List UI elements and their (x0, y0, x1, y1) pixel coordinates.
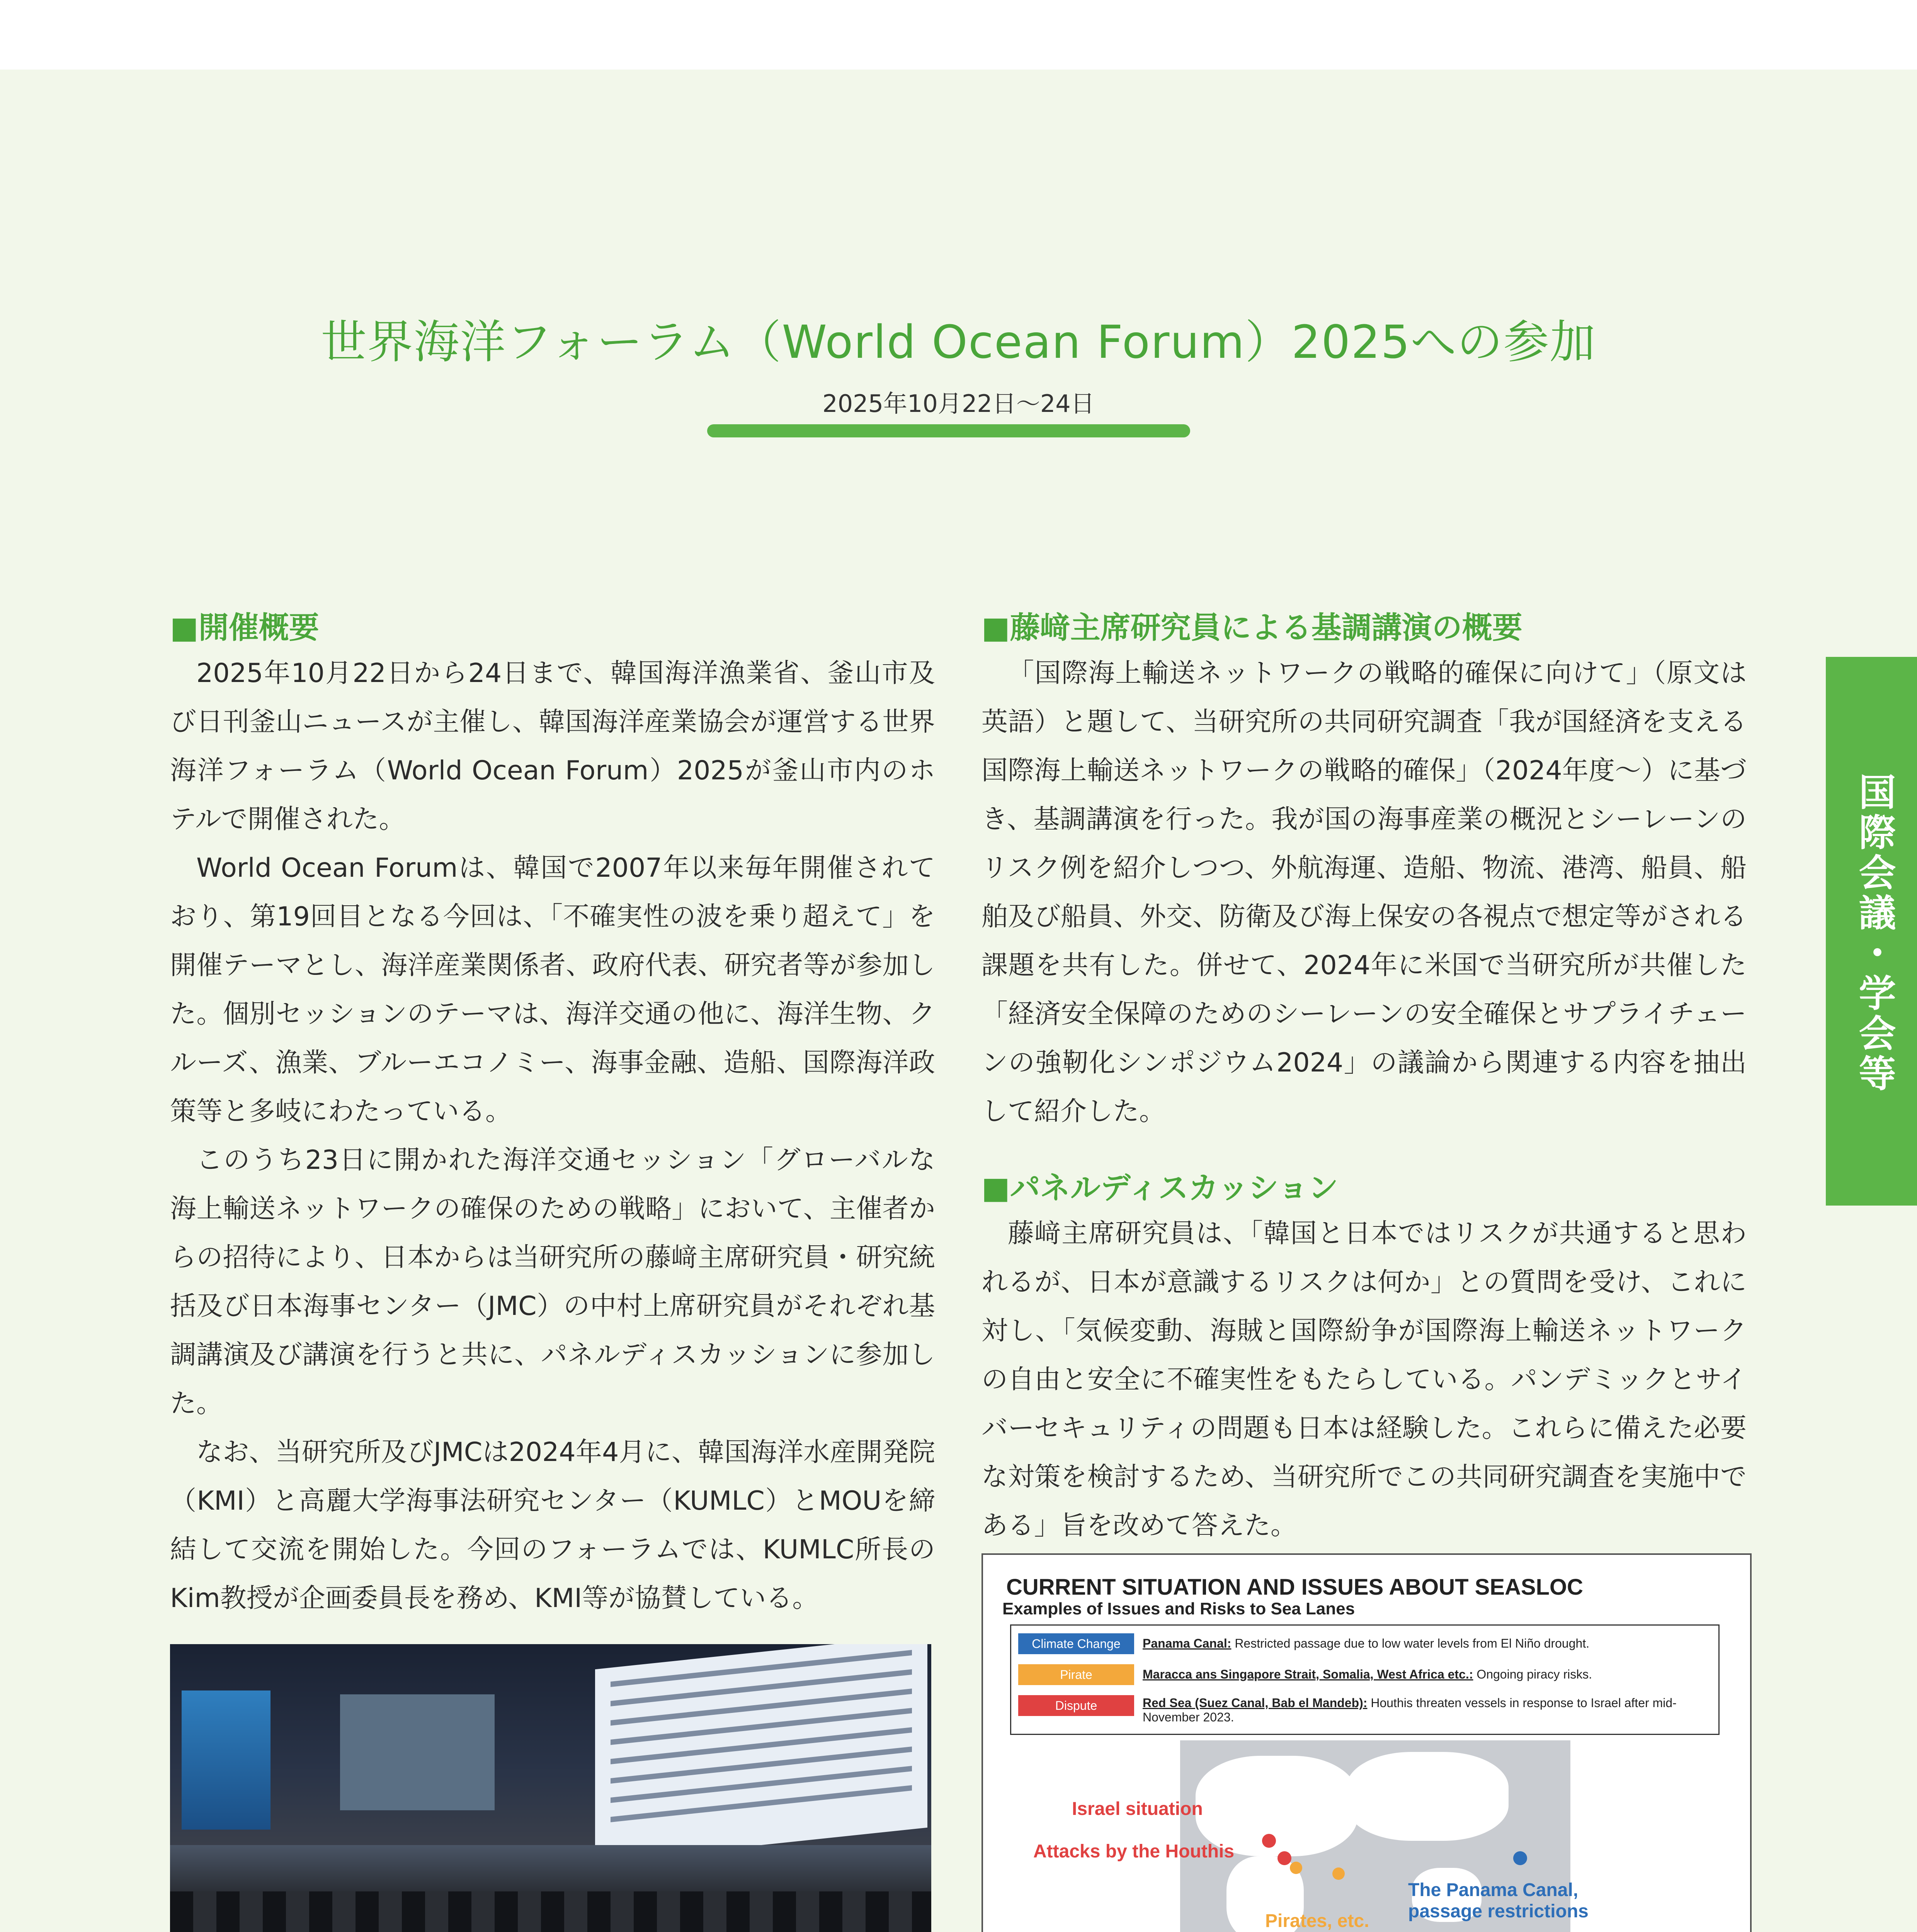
top-margin (0, 0, 1917, 70)
dispute-tag: Dispute (1018, 1695, 1134, 1716)
climate-tag: Climate Change (1018, 1633, 1134, 1654)
risk-row: Panama Canal: Restricted passage due to low water levels from El Niño drought. (1143, 1636, 1590, 1650)
houthis-label: Attacks by the Houthis (1033, 1841, 1235, 1862)
left-column (170, 607, 935, 1623)
title-underline (707, 424, 1190, 437)
risk-table (1010, 1624, 1720, 1735)
overview-paragraph: このうち23日に開かれた海洋交通セッション「グローバルな海上輸送ネットワークの確保のための戦略」において、主催者からの招待により、日本からは当研究所の藤﨑主席研究員・研究統括及び日本海事センター（JMC）の中村上席研究員がそれぞれ基調講演及び講演を行うと共に、パネルディスカッションに参加した。 (170, 1145, 935, 1419)
keynote-heading: ■藤﨑主席研究員による基調講演の概要 (981, 611, 1522, 645)
page-title: 世界海洋フォーラム（World Ocean Forum）2025への参加 (321, 315, 1596, 369)
overview-paragraph: World Ocean Forumは、韓国で2007年以来毎年開催されており、第19回目となる今回は、「不確実性の波を乗り超えて」を開催テーマとし、海洋産業関係者、政府代表、研究者等が参加した。個別セッションのテーマは、海洋交通の他に、海洋生物、クルーズ、漁業、ブルーエコノミー、海事金融、造船、国際海洋政策等と多岐にわたっている。 (170, 853, 935, 1127)
audience (170, 1891, 931, 1932)
venue-screen-left (182, 1690, 270, 1830)
overview-paragraph: なお、当研究所及びJMCは2024年4月に、韓国海洋水産開発院（KMI）と高麗大学海事法研究センター（KUMLC）とMOUを締結して交流を開始した。今回のフォーラムでは、KUMLC所長のKim教授が企画委員長を務め、KMI等が協賛している。 (170, 1437, 935, 1614)
israel-label: Israel situation (1072, 1799, 1203, 1819)
panel-heading: ■パネルディスカッション (981, 1171, 1339, 1206)
event-date: 2025年10月22日〜24日 (822, 389, 1095, 418)
presentation-screen (595, 1644, 927, 1862)
side-category-label: 国際会議・学会等 (1853, 773, 1896, 1094)
panama-label: The Panama Canal, passage restrictions (1408, 1880, 1589, 1922)
overview-paragraph: 2025年10月22日から24日まで、韓国海洋漁業省、釜山市及び日刊釜山ニュースが主催し、韓国海洋産業協会が運営する世界海洋フォーラム（World Ocean Forum）2025が釜山市内のホテルで開催された。 (170, 658, 935, 835)
slide-subtitle: Examples of Issues and Risks to Sea Lanes (1002, 1599, 1355, 1618)
pirate-tag: Pirate (1018, 1664, 1134, 1685)
overview-heading: ■開催概要 (170, 611, 319, 645)
keynote-paragraph: 「国際海上輸送ネットワークの戦略的確保に向けて」（原文は英語）と題して、当研究所の共同研究調査「我が国経済を支える国際海上輸送ネットワークの戦略的確保」（2024年度〜）に基づき、基調講演を行った。我が国の海事産業の概況とシーレーンのリスク例を紹介しつつ、外航海運、造船、物流、港湾、船員、船舶及び船員、外交、防衛及び海上保安の各視点で想定等がされる課題を共有した。併せて、2024年に米国で当研究所が共催した「経済安全保障のためのシーレーンの安全確保とサプライチェーンの強靭化シンポジウム2024」の議論から関連する内容を抽出して紹介した。 (981, 658, 1747, 1127)
risk-row: Red Sea (Suez Canal, Bab el Mandeb): Houthis threaten vessels in response to Israel after mid-November 2023. (1143, 1696, 1677, 1724)
venue-screen-center (340, 1694, 495, 1810)
stage (170, 1845, 931, 1891)
slide-image (981, 1553, 1752, 1932)
keynote-photo (170, 1644, 931, 1932)
right-column (981, 607, 1747, 1550)
slide-title: CURRENT SITUATION AND ISSUES ABOUT SEASLOC (1006, 1575, 1584, 1600)
pirates-label: Pirates, etc. (1265, 1911, 1369, 1931)
panel-paragraph: 藤﨑主席研究員は、「韓国と日本ではリスクが共通すると思われるが、日本が意識するリスクは何か」との質問を受け、これに対し、「気候変動、海賊と国際紛争が国際海上輸送ネットワークの自由と安全に不確実性をもたらしている。パンデミックとサイバーセキュリティの問題も日本は経験した。これらに備えた必要な対策を検討するため、当研究所でこの共同研究調査を実施中である」旨を改めて答えた。 (981, 1218, 1747, 1541)
risk-row: Maracca ans Singapore Strait, Somalia, West Africa etc.: Ongoing piracy risks. (1143, 1667, 1592, 1681)
